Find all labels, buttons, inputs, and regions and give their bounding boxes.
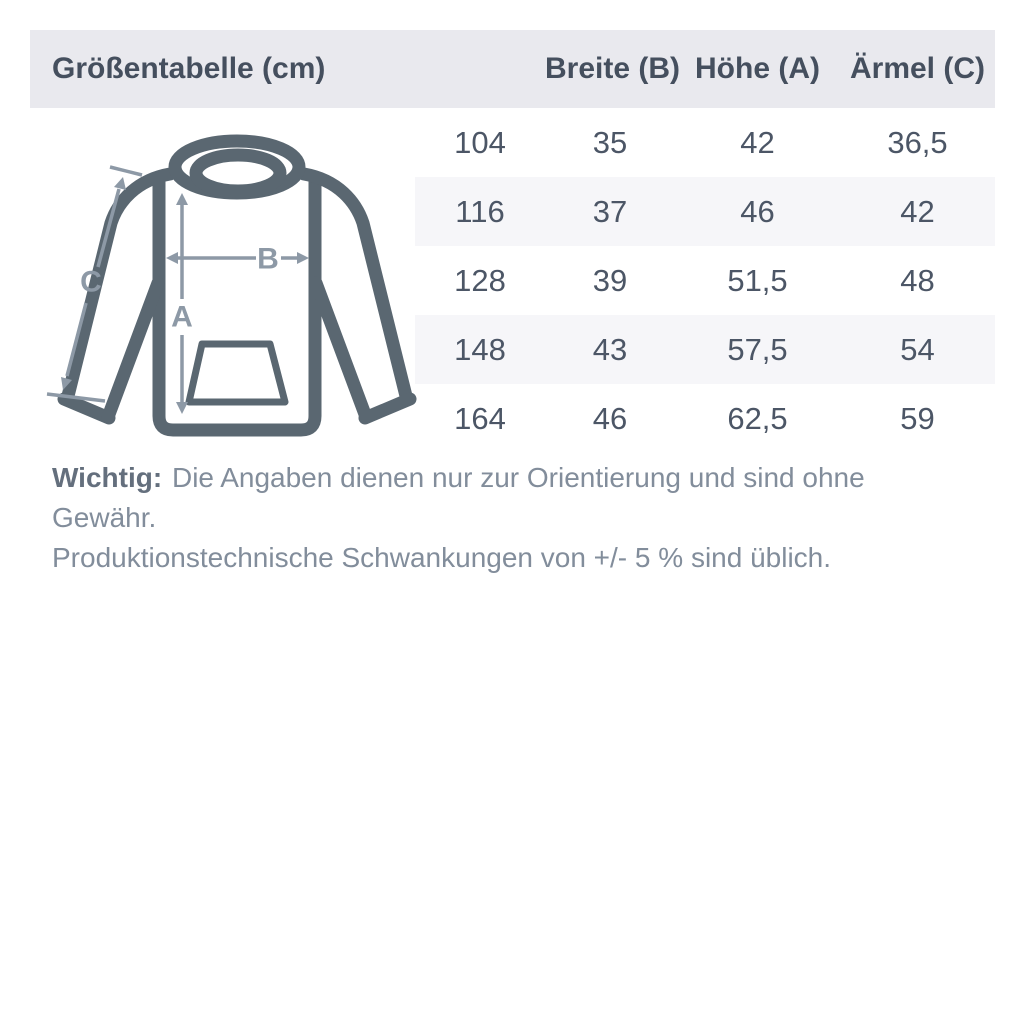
hoodie-measurement-diagram [30,120,430,450]
width-arrow [166,252,309,264]
note-line2: Produktionstechnische Schwankungen von +/- 5 % sind üblich. [52,542,832,573]
column-header-breite: Breite (B) [545,52,681,85]
table-row-148 [415,315,995,384]
size-cell: 104 [454,124,506,160]
column-header-hoehe: Höhe (A) [695,52,820,85]
aermel-cell: 36,5 [887,124,948,160]
breite-cell: 46 [592,400,628,436]
disclaimer-note [52,458,972,578]
column-header-aermel: Ärmel (C) [849,52,985,85]
hoehe-cell: 42 [740,124,775,160]
hoehe-cell: 46 [740,193,775,229]
hoehe-cell: 57,5 [727,331,788,367]
hoodie-pocket [189,344,285,402]
aermel-cell: 59 [900,400,935,436]
size-cell: 148 [454,331,506,367]
hoehe-cell: 51,5 [727,262,788,298]
hoehe-cell: 62,5 [727,400,788,436]
breite-cell: 39 [592,262,628,298]
size-chart-header [30,30,995,108]
height-label: A [171,300,193,334]
sleeve-label: C [80,265,102,299]
table-row-128 [415,246,995,315]
aermel-cell: 42 [900,193,935,229]
table-row-164 [415,384,995,453]
width-label: B [257,242,279,276]
table-row-104 [415,108,995,177]
aermel-cell: 54 [900,331,935,367]
chart-title: Größentabelle (cm) [52,52,326,85]
aermel-cell: 48 [900,262,935,298]
table-row-116 [415,177,995,246]
breite-cell: 35 [592,124,628,160]
size-table [415,108,995,453]
note-label: Wichtig: [52,462,163,493]
note-line1: Die Angaben dienen nur zur Orientierung und sind ohne Gewähr. [52,462,865,533]
size-cell: 164 [454,400,506,436]
size-cell: 128 [454,262,506,298]
size-cell: 116 [455,193,505,229]
hoodie-diagram-svg [30,120,430,450]
breite-cell: 43 [592,331,628,367]
hoodie-hood [175,141,299,193]
breite-cell: 37 [592,193,628,229]
